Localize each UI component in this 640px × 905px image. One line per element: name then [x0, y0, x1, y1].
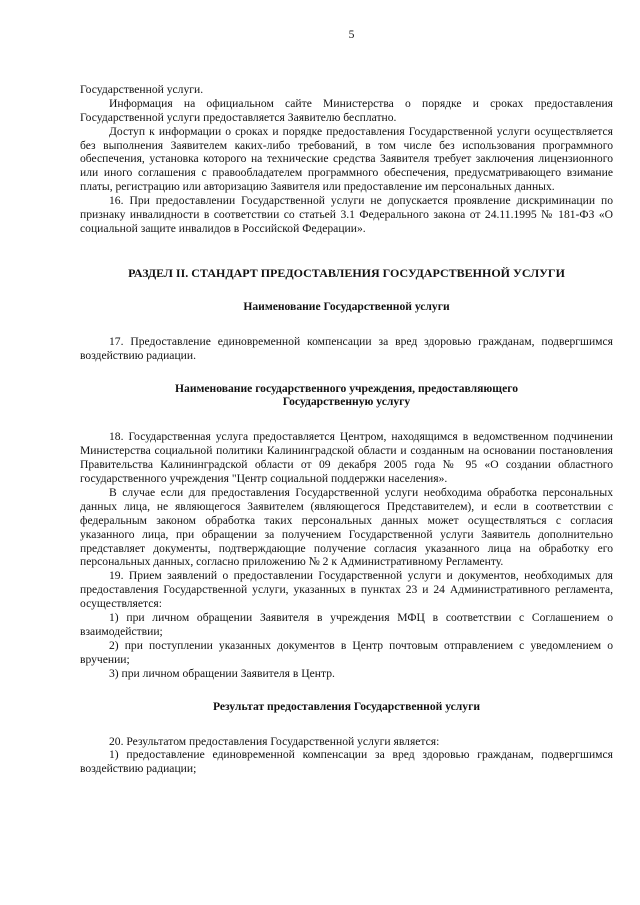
list-item-20-1: 1) предоставление единовременной компенсации за вред здоровью гражданам, подвергшимся воздействию радиации; [80, 748, 613, 776]
document-page [80, 28, 613, 776]
paragraph-18: 18. Государственная услуга предоставляется Центром, находящимся в ведомственном подчинении Министерства социальной политики Калининградской области и созданным на основании постановления Правительства Калининградской области от 09 декабря 2005 года № 95 «О создании областного государственного учреждения "Центр социальной поддержки населения». [80, 430, 613, 486]
subsection-heading-result: Результат предоставления Государственной услуги [212, 699, 481, 713]
paragraph-20: 20. Результатом предоставления Государственной услуги является: [109, 734, 440, 748]
list-item-19-1: 1) при личном обращении Заявителя в учреждения МФЦ в соответствии с Соглашением о взаимодействии; [80, 611, 613, 638]
section-title: РАЗДЕЛ II. СТАНДАРТ ПРЕДОСТАВЛЕНИЯ ГОСУДАРСТВЕННОЙ УСЛУГИ [128, 265, 565, 280]
list-item-19-2: 2) при поступлении указанных документов в Центр почтовым отправлением с уведомлением о вручении; [80, 638, 613, 666]
list-item-19-3: 3) при личном обращении Заявителя в Центр. [109, 666, 335, 680]
paragraph-continuation: Государственной услуги. [80, 82, 204, 96]
page-number: 5 [348, 28, 355, 41]
paragraph-info-website: Информация на официальном сайте Министерства о порядке и сроках предоставления Государственной услуги предоставляется Заявителю бесплатно. [80, 96, 613, 124]
paragraph-19: 19. Прием заявлений о предоставлении Государственной услуги и документов, необходимых для предоставления Государственной услуги, указанных в пунктах 23 и 24 Административного регламента, осуществляется: [80, 569, 613, 611]
paragraph-16: 16. При предоставлении Государственной услуги не допускается проявление дискриминации по признаку инвалидности в соответствии со статьей 3.1 Федерального закона от 24.11.1995 № 181-ФЗ «О социальной защите инвалидов в Российской Федерации». [80, 194, 613, 235]
paragraph-info-access: Доступ к информации о сроках и порядке предоставления Государственной услуги осуществляется без выполнения Заявителем каких-либо требований, в том числе без использования программного обеспечения, установка которого на технические средства Заявителя требует заключения лицензионного или иного соглашения с правообладателем программного обеспечения, предусматривающего взимание платы, регистрацию или авторизацию Заявителя или предоставление им персональных данных. [80, 124, 613, 194]
paragraph-17: 17. Предоставление единовременной компенсации за вред здоровью гражданам, подвергшимся воздействию радиации. [80, 334, 613, 362]
paragraph-personal-data: В случае если для предоставления Государственной услуги необходима обработка персональных данных лица, не являющегося Заявителем (являющегося Представителем), и если в соответствии с федеральным законом обработка таких персональных данных может осуществляться с согласия указанного лица, при обращении за получением Государственной услуги Заявитель дополнительно представляет документы, подтверждающие получение согласия указанного лица на обработку его персональных данных, согласно приложению № 2 к Административному Регламенту. [80, 485, 613, 569]
subsection-heading-service-name: Наименование Государственной услуги [243, 299, 450, 313]
subsection-heading-institution: Наименование государственного учреждения, предоставляющего Государственную услугу [175, 381, 518, 409]
